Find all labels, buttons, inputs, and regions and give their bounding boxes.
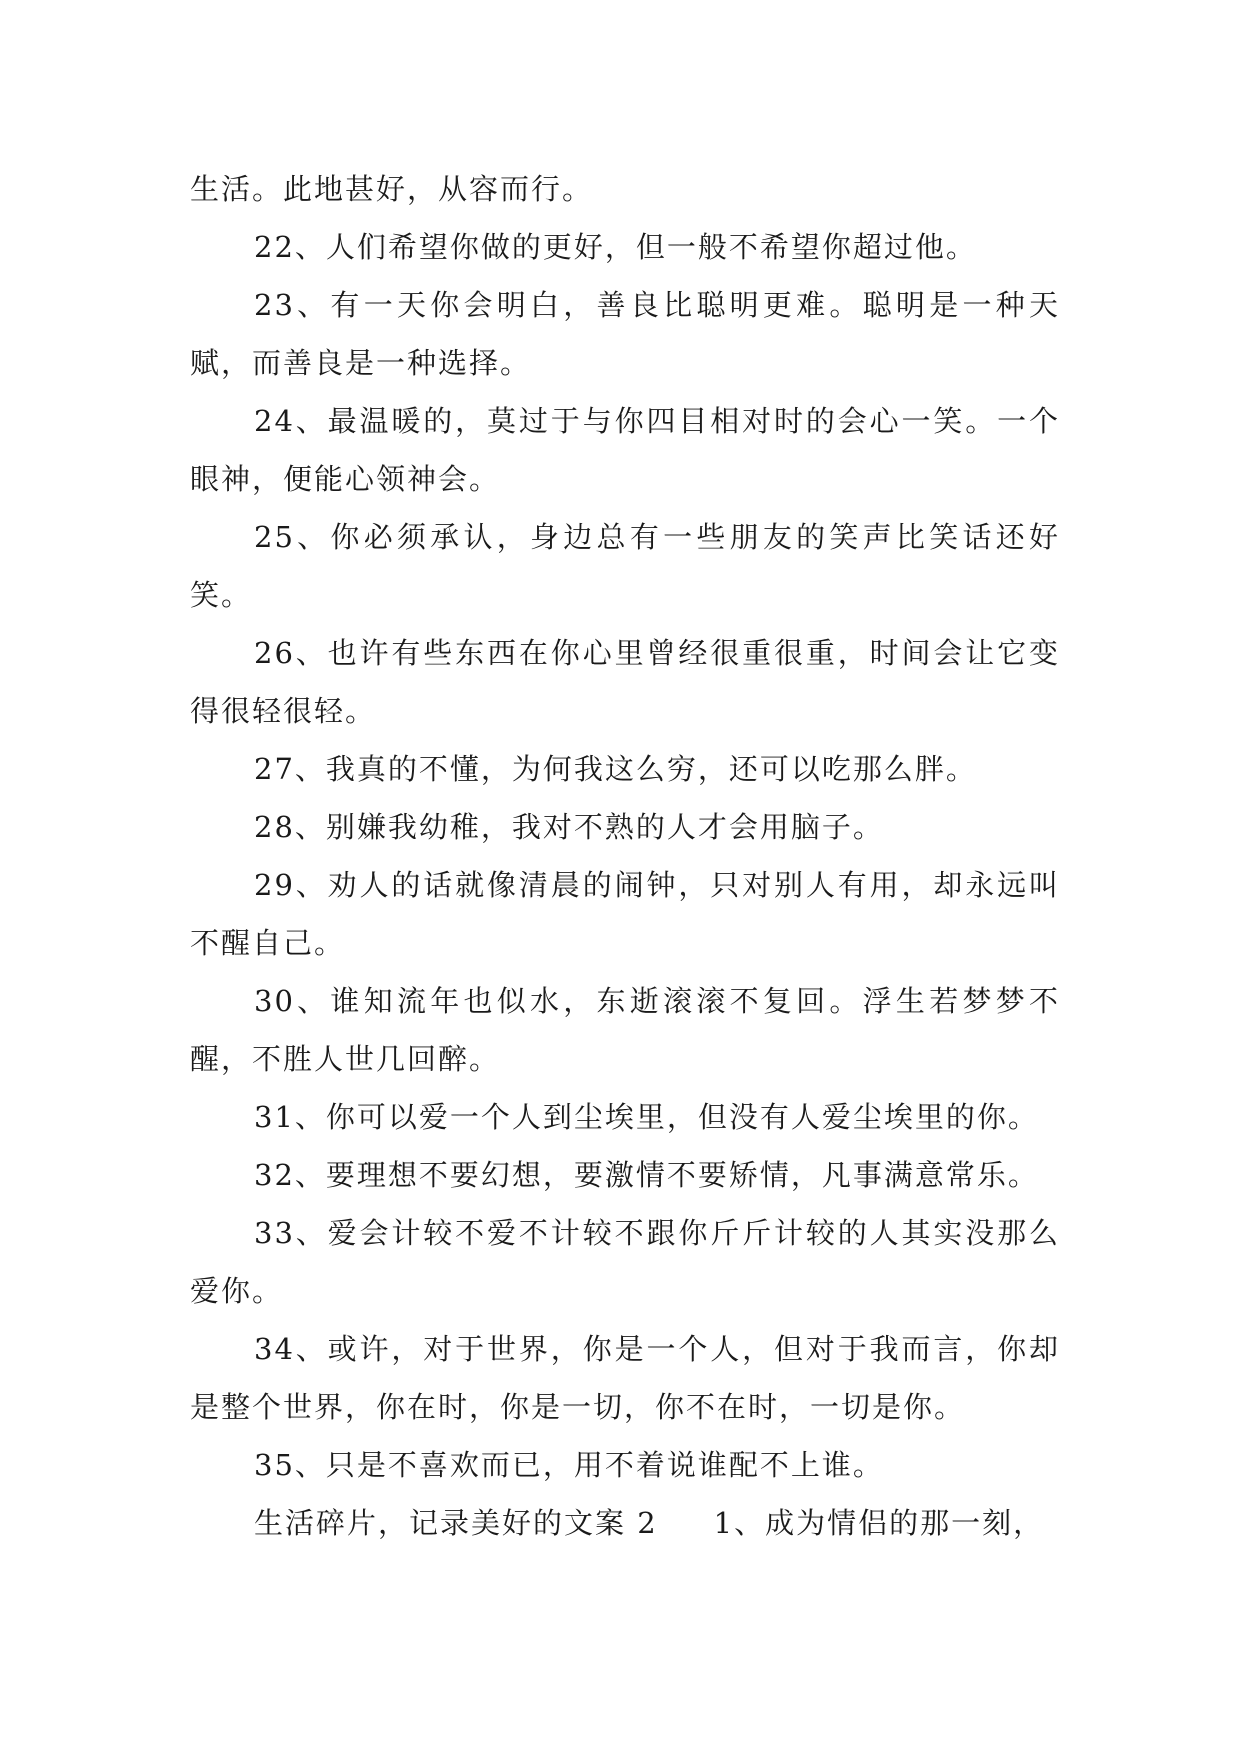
paragraph: 28、别嫌我幼稚，我对不熟的人才会用脑子。 <box>254 810 884 844</box>
section-first-item: 1、成为情侣的那一刻， <box>713 1506 1045 1540</box>
paragraph: 25、你必须承认，身边总有一些朋友的笑声比笑话还好笑。 <box>190 520 1060 612</box>
paragraph: 33、爱会计较不爱不计较不跟你斤斤计较的人其实没那么爱你。 <box>190 1216 1060 1308</box>
paragraph: 23、有一天你会明白，善良比聪明更难。聪明是一种天赋，而善良是一种选择。 <box>190 288 1060 380</box>
paragraph: 34、或许，对于世界，你是一个人，但对于我而言，你却是整个世界，你在时，你是一切，你不在时，一切是你。 <box>190 1332 1060 1424</box>
paragraph: 27、我真的不懂，为何我这么穷，还可以吃那么胖。 <box>254 752 977 786</box>
paragraph: 26、也许有些东西在你心里曾经很重很重，时间会让它变得很轻很轻。 <box>190 636 1060 728</box>
document-body <box>190 160 1060 1552</box>
paragraph: 35、只是不喜欢而已，用不着说谁配不上谁。 <box>254 1448 884 1482</box>
section-heading: 生活碎片，记录美好的文案 2 <box>254 1506 658 1540</box>
section-heading-line <box>190 1494 1060 1552</box>
paragraph: 32、要理想不要幻想，要激情不要矫情，凡事满意常乐。 <box>254 1158 1039 1192</box>
paragraph: 生活。此地甚好，从容而行。 <box>190 172 594 206</box>
paragraph: 31、你可以爱一个人到尘埃里，但没有人爱尘埃里的你。 <box>254 1100 1039 1134</box>
paragraph: 24、最温暖的，莫过于与你四目相对时的会心一笑。一个眼神，便能心领神会。 <box>190 404 1060 496</box>
paragraph: 30、谁知流年也似水，东逝滚滚不复回。浮生若梦梦不醒，不胜人世几回醉。 <box>190 984 1060 1076</box>
paragraph: 29、劝人的话就像清晨的闹钟，只对别人有用，却永远叫不醒自己。 <box>190 868 1060 960</box>
paragraph: 22、人们希望你做的更好，但一般不希望你超过他。 <box>254 230 977 264</box>
